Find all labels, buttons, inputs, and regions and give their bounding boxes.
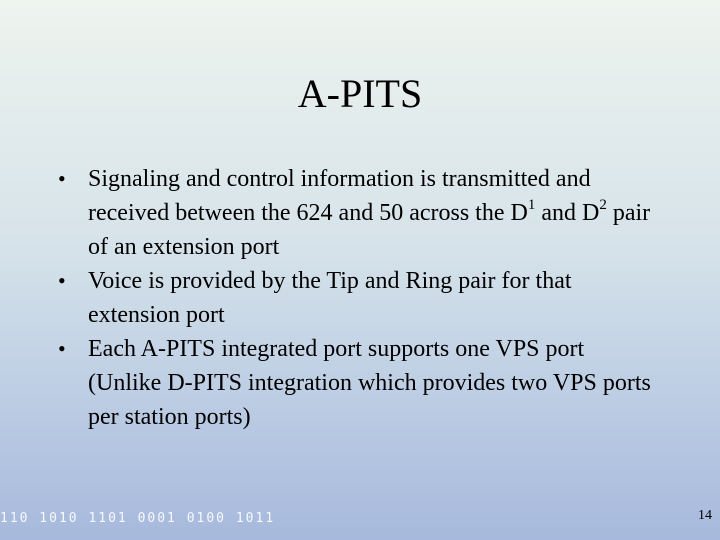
bullet-dot: • <box>58 166 66 191</box>
bullet-text: Each A-PITS integrated port supports one VPS port (Unlike D-PITS integration which provides two VPS ports per station ports) <box>88 336 651 430</box>
bullet-dot: • <box>58 336 66 361</box>
superscript: 1 <box>527 197 536 213</box>
page-number: 14 <box>698 508 712 523</box>
bullet-list <box>58 162 658 434</box>
bullet-item <box>58 162 658 264</box>
bullet-text-part: Signaling and control information is transmitted and received between the 624 and 50 across the D <box>88 166 591 226</box>
slide-title: A-PITS <box>297 71 423 116</box>
decorative-binary-strip: 110 1010 1101 0001 0100 1011 <box>0 511 276 526</box>
bullet-text-part: and D <box>535 200 600 226</box>
superscript: 2 <box>599 197 607 213</box>
bullet-item <box>58 332 658 434</box>
bullet-dot: • <box>58 268 66 293</box>
bullet-text-part: pair of an extension port <box>88 200 651 260</box>
bullet-text: Voice is provided by the Tip and Ring pair for that extension port <box>88 268 572 328</box>
bullet-item <box>58 264 658 332</box>
